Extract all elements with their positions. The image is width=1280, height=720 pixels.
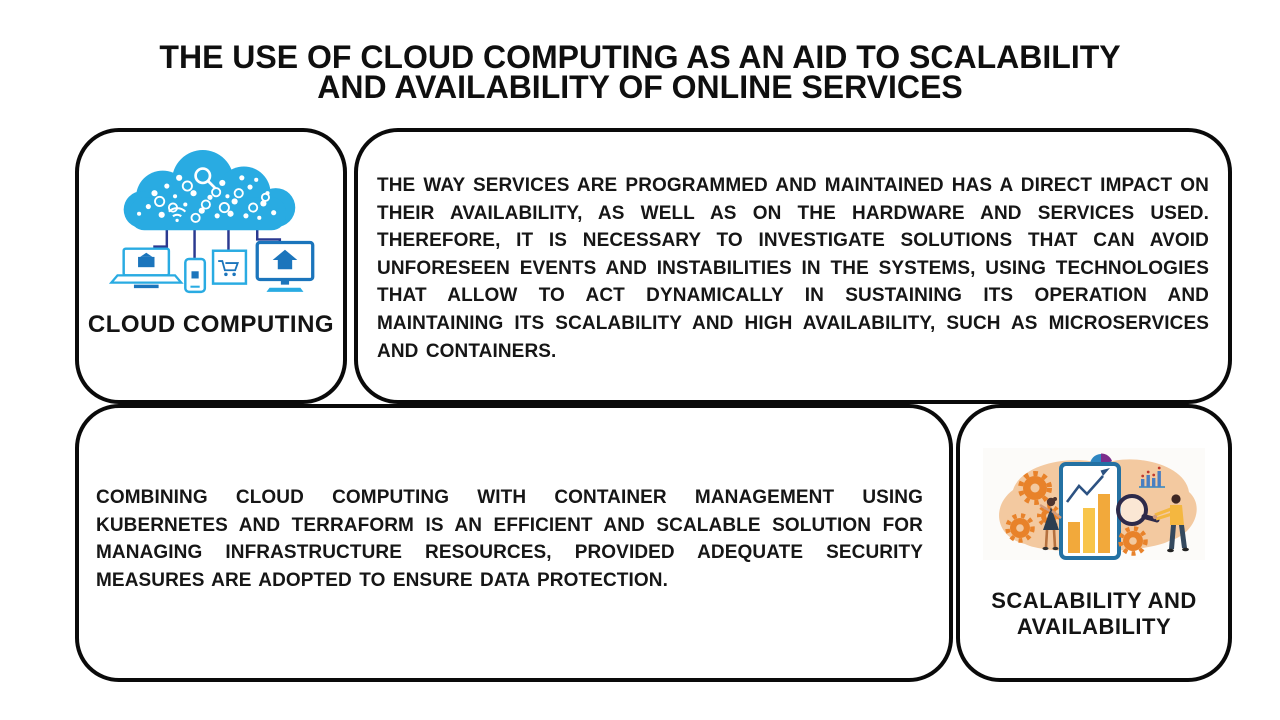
- page-title: [0, 39, 1280, 105]
- tablet-chart-icon: [1061, 464, 1119, 558]
- cloud-computing-card: [75, 128, 347, 404]
- bar-icon: [1068, 522, 1080, 553]
- monitor-icon: [257, 243, 312, 292]
- scalability-label: SCALABILITY AND AVAILABILITY: [991, 588, 1197, 639]
- cloud-computing-illustration: [79, 148, 343, 298]
- page-title-line1: THE USE OF CLOUD COMPUTING AS AN AID TO SCALABILITY: [159, 39, 1121, 75]
- smartphone-icon: [185, 259, 205, 292]
- kubernetes-text-card: [75, 404, 953, 682]
- services-text-card: [354, 128, 1232, 404]
- kubernetes-paragraph: COMBINING CLOUD COMPUTING WITH CONTAINER MANAGEMENT USING KUBERNETES AND TERRAFORM IS AN EFFICIENT AND SCALABLE SOLUTION FOR MANAGING INFRASTRUCTURE RESOURCES, PROVIDED ADEQUATE SECURITY MEASURES ARE ADOPTED TO ENSURE DATA PROTECTION.: [96, 487, 923, 591]
- cloud-computing-icon: [102, 148, 320, 298]
- scalability-illustration: [960, 448, 1228, 560]
- laptop-icon: [111, 249, 181, 288]
- bar-icon: [1083, 508, 1095, 553]
- bar-icon: [1098, 494, 1110, 553]
- cloud-computing-label: CLOUD COMPUTING: [87, 311, 335, 338]
- scalability-card: [956, 404, 1232, 682]
- cloud-icon: [124, 150, 296, 230]
- shopping-cart-icon: [213, 251, 246, 284]
- services-paragraph: THE WAY SERVICES ARE PROGRAMMED AND MAINTAINED HAS A DIRECT IMPACT ON THEIR AVAILABILITY, AS WELL AS ON THE HARDWARE AND SERVICES USED. THEREFORE, IT IS NECESSARY TO INVESTIGATE SOLUTIONS THAT CAN AVOID UNFORESEEN EVENTS AND INSTABILITIES IN THE SYSTEMS, USING TECHNOLOGIES THAT ALLOW TO ACT DYNAMICALLY IN SUSTAINING ITS OPERATION AND MAINTAINING ITS SCALABILITY AND HIGH AVAILABILITY, SUCH AS MICROSERVICES AND CONTAINERS.: [377, 175, 1209, 362]
- analytics-scene-icon: [983, 448, 1205, 560]
- page-title-line2: AND AVAILABILITY OF ONLINE SERVICES: [317, 69, 963, 105]
